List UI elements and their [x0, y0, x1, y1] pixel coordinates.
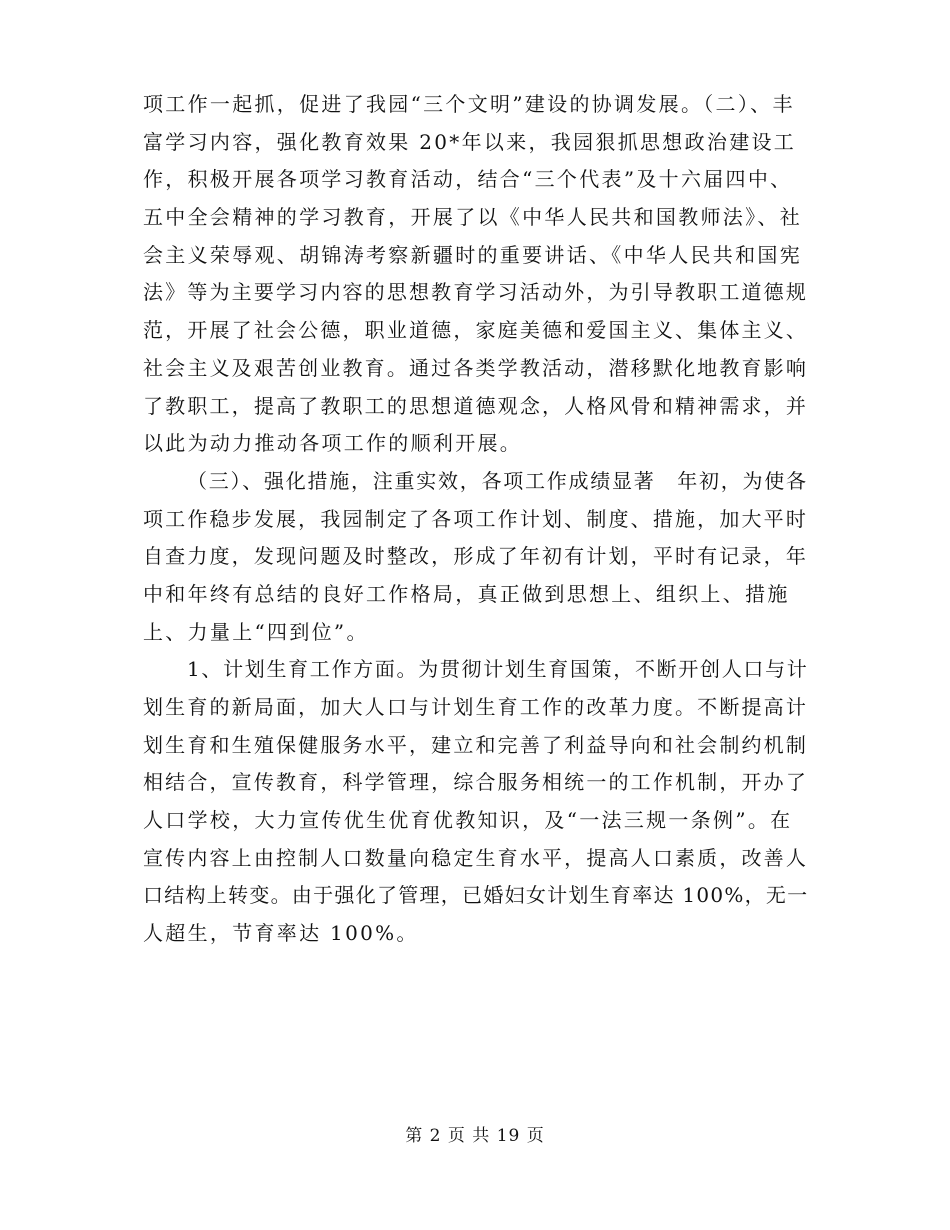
text-line: 项工作稳步发展，我园制定了各项工作计划、制度、措施，加大平时 — [143, 506, 808, 531]
text-line: 五中全会精神的学习教育，开展了以《中华人民共和国教师法》、社 — [143, 205, 802, 230]
text-line: 以此为动力推动各项工作的顺利开展。 — [143, 431, 523, 456]
text-line: 口结构上转变。由于强化了管理，已婚妇女计划生育率达 100%，无一 — [143, 883, 809, 908]
text-line: 范，开展了社会公德，职业道德，家庭美德和爱国主义、集体主义、 — [143, 318, 808, 343]
text-line: 人口学校，大力宣传优生优育优教知识，及“一法三规一条例”。在 — [143, 808, 793, 833]
text-line: 相结合，宣传教育，科学管理，综合服务相统一的工作机制，开办了 — [143, 770, 808, 795]
text-line: 作，积极开展各项学习教育活动，结合“三个代表”及十六届四中、 — [143, 167, 793, 192]
text-line: 了教职工，提高了教职工的思想道德观念，人格风骨和精神需求，并 — [143, 393, 808, 418]
text-line: （三）、强化措施，注重实效，各项工作成绩显著 年初，为使各 — [187, 468, 808, 493]
text-line: 会主义荣辱观、胡锦涛考察新疆时的重要讲话、《中华人民共和国宪 — [143, 242, 802, 267]
text-line: 1、计划生育工作方面。为贯彻计划生育国策，不断开创人口与计 — [187, 657, 809, 682]
text-line: 人超生，节育率达 100%。 — [143, 921, 419, 946]
text-line: 社会主义及艰苦创业教育。通过各类学教活动，潜移默化地教育影响 — [143, 355, 808, 380]
text-line: 富学习内容，强化教育效果 20*年以来，我园狠抓思想政治建设工 — [143, 129, 797, 154]
text-line: 划生育的新局面，加大人口与计划生育工作的改革力度。不断提高计 — [143, 695, 808, 719]
text-line: 自查力度，发现问题及时整改，形成了年初有计划，平时有记录，年 — [143, 544, 808, 569]
text-line: 法》等为主要学习内容的思想教育学习活动外，为引导教职工道德规 — [143, 280, 808, 305]
text-line: 中和年终有总结的良好工作格局，真正做到思想上、组织上、措施 — [143, 581, 790, 606]
text-line: 宣传内容上由控制人口数量向稳定生育水平，提高人口素质，改善人 — [143, 845, 808, 870]
text-line: 划生育和生殖保健服务水平，建立和完善了利益导向和社会制约机制 — [143, 732, 808, 757]
page-number-footer: 第 2 页 共 19 页 — [405, 1126, 545, 1146]
body-text — [143, 86, 809, 953]
text-line: 项工作一起抓，促进了我园“三个文明”建设的协调发展。（二）、丰 — [143, 92, 795, 116]
text-line: 上、力量上“四到位”。 — [143, 619, 369, 644]
